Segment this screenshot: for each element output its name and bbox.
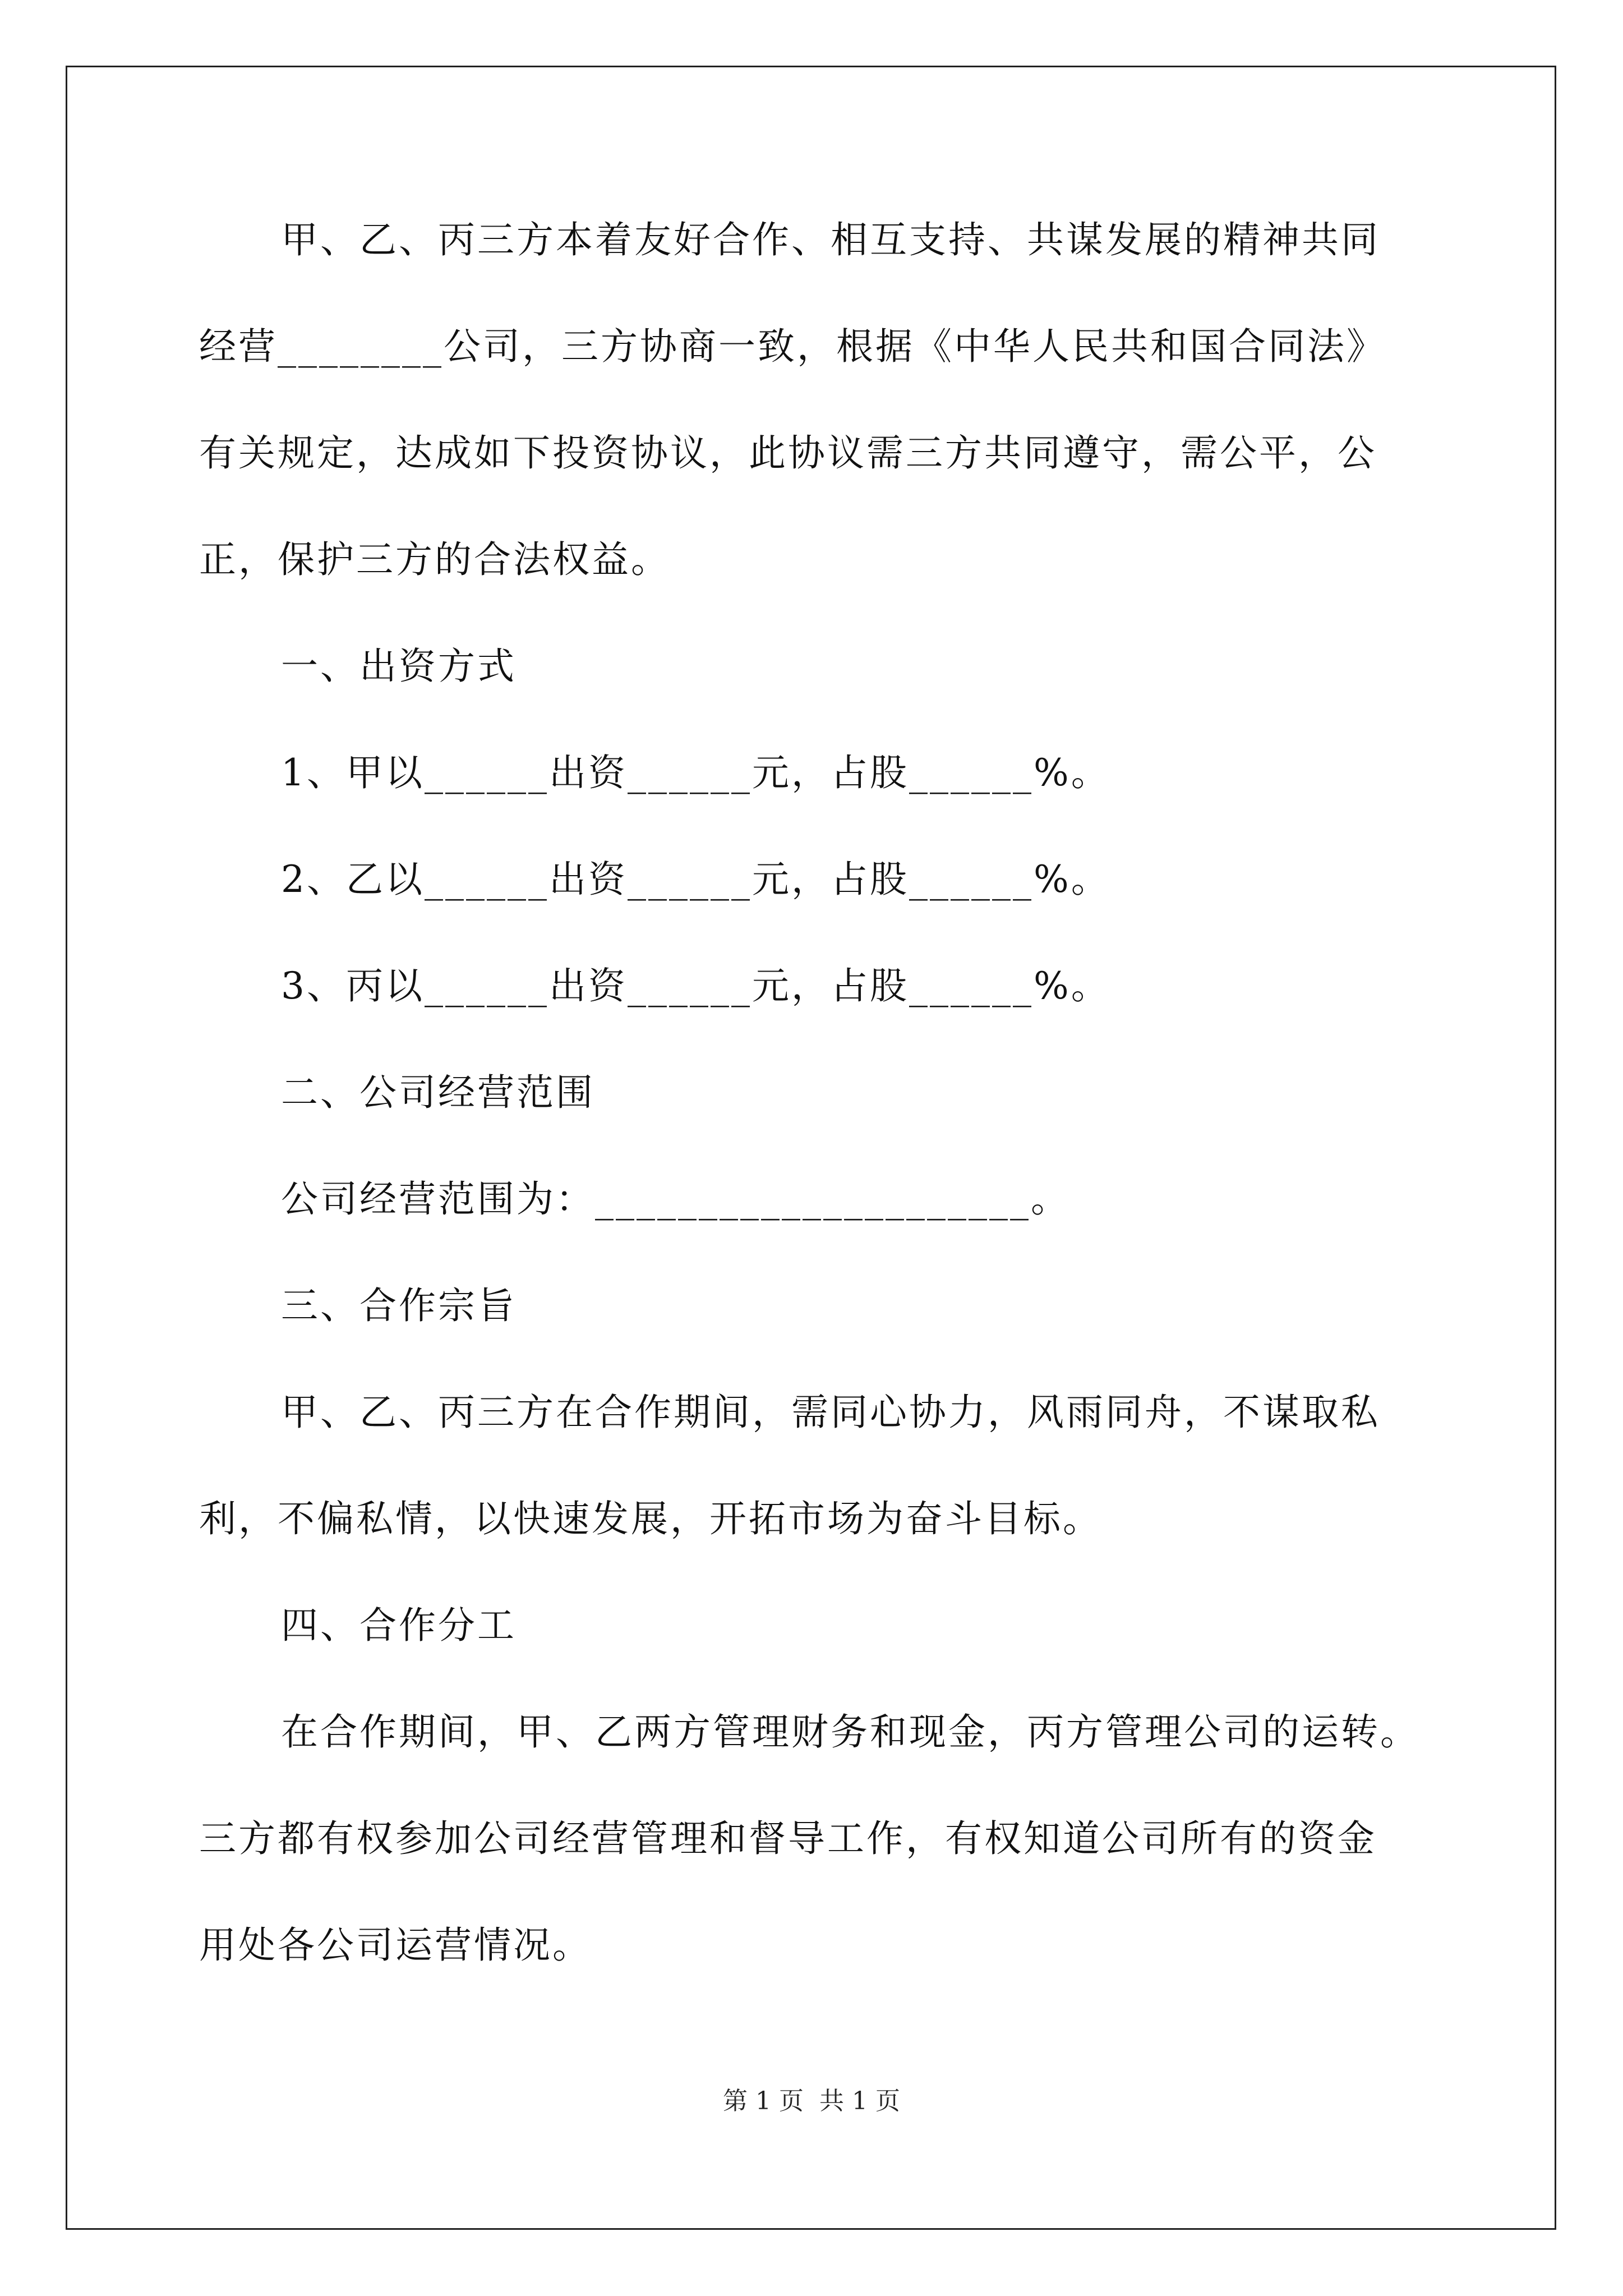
paragraph-line-4: 正，保护三方的合法权益。 bbox=[199, 538, 670, 581]
paragraph-line-5: 甲、乙、丙三方在合作期间，需同心协力，风雨同舟，不谋取私 bbox=[281, 1391, 1380, 1434]
section-heading-4: 四、合作分工 bbox=[281, 1604, 517, 1647]
section-heading-3: 三、合作宗旨 bbox=[281, 1284, 517, 1327]
clause-item-2: 2、乙以______出资______元，占股______%。 bbox=[281, 858, 1110, 901]
paragraph-line-9: 用处各公司运营情况。 bbox=[199, 1924, 592, 1967]
paragraph-line-7: 在合作期间，甲、乙两方管理财务和现金，丙方管理公司的运转。 bbox=[281, 1710, 1419, 1754]
paragraph-line-6: 利，不偏私情，以快速发展，开拓市场为奋斗目标。 bbox=[199, 1497, 1102, 1540]
business-scope-line: 公司经营范围为：_____________________。 bbox=[281, 1177, 1070, 1221]
paragraph-line-3: 有关规定，达成如下投资协议，此协议需三方共同遵守，需公平，公 bbox=[199, 431, 1377, 475]
paragraph-line-1: 甲、乙、丙三方本着友好合作、相互支持、共谋发展的精神共同 bbox=[281, 218, 1380, 261]
paragraph-line-8: 三方都有权参加公司经营管理和督导工作，有权知道公司所有的资金 bbox=[199, 1817, 1377, 1860]
clause-item-3: 3、丙以______出资______元，占股______%。 bbox=[281, 964, 1110, 1007]
section-heading-2: 二、公司经营范围 bbox=[281, 1071, 595, 1114]
paragraph-line-2: 经营________公司，三方协商一致，根据《中华人民共和国合同法》 bbox=[199, 325, 1386, 368]
page-total: 共 1 页 bbox=[819, 2087, 900, 2115]
page-footer bbox=[0, 2086, 1623, 2117]
page-border bbox=[66, 66, 1556, 2230]
clause-item-1: 1、甲以______出资______元，占股______%。 bbox=[281, 751, 1110, 794]
section-heading-1: 一、出资方式 bbox=[281, 645, 517, 688]
page-number: 第 1 页 bbox=[723, 2087, 804, 2115]
